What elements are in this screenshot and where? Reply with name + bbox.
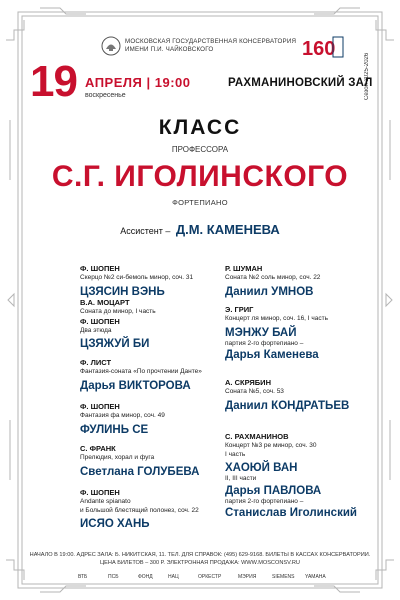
conservatory-emblem-icon [100,35,122,57]
performer: ИСЯО ХАНЬ [80,518,150,530]
composer: С. РАХМАНИНОВ [225,432,289,441]
work: Соната №2 соль минор, соч. 22 [225,274,321,281]
season-label: Сезон 2025-2026 [364,52,370,100]
footer-tickets: ЦЕНА БИЛЕТОВ – 300 Р. ЭЛЕКТРОННАЯ ПРОДАЖА: WWW.MOSCONSV.RU [100,560,300,566]
work: и Большой блестящий полонез, соч. 22 [80,506,199,514]
performer: МЭНЖУ БАЙ [225,326,297,339]
work: Соната до минор, I часть [80,308,156,315]
assistant-line [0,222,400,237]
work: II, III части [225,475,257,482]
sponsor-logo: YAMAHA [305,574,326,580]
program-entry [225,432,357,520]
program-entry [80,264,193,299]
event-day: 19 [30,57,77,106]
performer: ХАОЮЙ ВАН [225,462,298,474]
sponsor-logo: НАЦ [168,574,179,580]
program-entry [225,264,320,299]
sponsor-logo: SIEMENS [272,574,295,580]
sponsor-logo: ВТБ [78,574,88,580]
composer: Р. ШУМАН [225,264,263,273]
work: Соната №5, соч. 53 [225,388,284,395]
footer-info: НАЧАЛО В 19:00. АДРЕС ЗАЛА: Б. НИКИТСКАЯ, 11. ТЕЛ. ДЛЯ СПРАВОК: (495) 629-9168. БИЛЕТЫ В КАССАХ КОНСЕРВАТОРИИ. [29,552,371,558]
performer: ФУЛИНЬ СЕ [80,423,149,436]
event-month: АПРЕЛЯ [85,75,143,90]
date-separator: | [146,75,151,90]
program-entry [80,402,165,437]
anniversary-number: 160 [302,38,336,60]
program-entry [80,444,199,479]
performer: Даниил КОНДРАТЬЕВ [225,399,350,412]
program-entry [225,305,328,362]
work: Концерт №3 ре минор, соч. 30 [225,442,317,449]
conservatory-line1: МОСКОВСКАЯ ГОСУДАРСТВЕННАЯ КОНСЕРВАТОРИЯ [125,38,297,45]
program-entry [80,358,202,393]
program-entry [80,298,156,351]
part-label: партия 2-го фортепиано – [225,497,304,505]
composer: А. СКРЯБИН [225,378,271,387]
performer: Дарья ВИКТОРОВА [80,379,191,392]
composer: Э. ГРИГ [225,305,254,314]
work: Фантазия фа минор, соч. 49 [80,412,165,419]
performer: ЦЗЯСИН ВЭНЬ [80,285,165,298]
sponsor-logo: ОРКЕСТР [198,574,222,580]
performer: Станислав Иголинский [225,507,357,519]
work: Фантазия-соната «По прочтении Данте» [80,368,202,375]
composer: Ф. ШОПЕН [80,402,120,411]
hall-name: РАХМАНИНОВСКИЙ ЗАЛ [228,77,373,89]
sponsor-logo: ПСБ [108,574,119,580]
event-time: 19:00 [154,75,191,90]
assistant-label: Ассистент – [120,226,171,236]
composer: С. ФРАНК [80,444,116,453]
work: Прелюдия, хорал и фуга [80,454,155,461]
event-month-time [85,75,191,90]
conservatory-name [125,38,305,54]
work: Andante spianato [80,498,131,505]
conservatory-line2: ИМЕНИ П.И. ЧАЙКОВСКОГО [125,46,214,53]
composer: Ф. ШОПЕН [80,488,120,497]
program-entry [80,488,199,531]
work: I часть [225,450,246,458]
klass-title: КЛАСС [158,116,242,139]
composer: В.А. МОЦАРТ [80,298,130,307]
sponsor-logo: МЭРИЯ [238,574,257,580]
anniversary-logo [300,33,345,61]
work: Скерцо №2 си-бемоль минор, соч. 31 [80,274,194,281]
performer: Даниил УМНОВ [225,285,314,298]
performer: Дарья Каменева [225,349,319,361]
professor-label: ПРОФЕССОРА [171,145,229,154]
performer: ЦЗЯЖУЙ БИ [80,338,150,350]
composer: Ф. ЛИСТ [80,358,112,367]
composer: Ф. ШОПЕН [80,264,120,273]
sponsor-logo: ФОНД [138,574,153,580]
event-weekday: воскресенье [85,92,126,99]
assistant-name: Д.М. КАМЕНЕВА [175,222,280,237]
work: Два этюда [80,326,112,334]
performer: Светлана ГОЛУБЕВА [80,465,200,478]
performer: Дарья ПАВЛОВА [225,484,322,497]
work: Концерт ля минор, соч. 16, I часть [225,315,329,322]
instrument-label: ФОРТЕПИАНО [172,198,228,207]
part-label: партия 2-го фортепиано – [225,339,304,347]
program-entry [225,378,349,413]
composer: Ф. ШОПЕН [80,316,120,326]
professor-name: С.Г. ИГОЛИНСКОГО [51,160,349,193]
